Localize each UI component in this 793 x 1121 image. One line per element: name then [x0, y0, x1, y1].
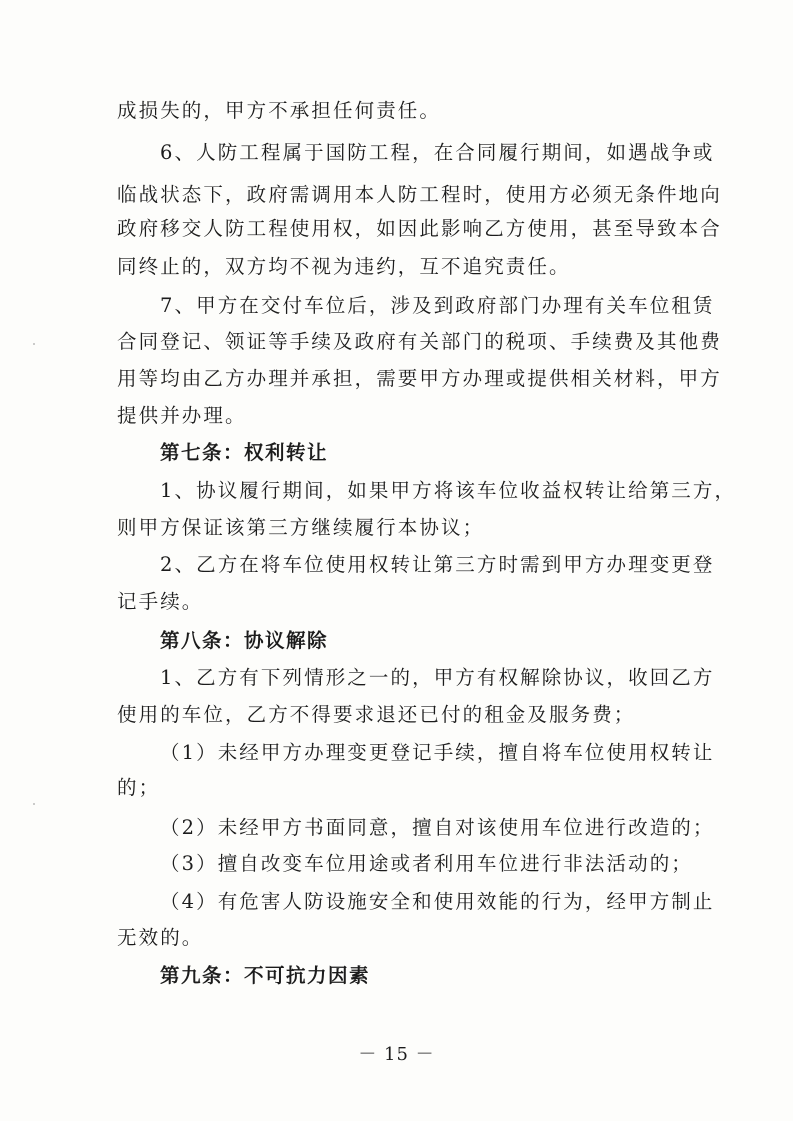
text-line: 1、协议履行期间，如果甲方将该车位收益权转让给第三方， [160, 479, 737, 502]
scan-speck [33, 343, 35, 345]
text-line: 无效的。 [117, 926, 204, 949]
scan-speck [33, 803, 35, 805]
text-line: （2）未经甲方书面同意，擅自对该使用车位进行改造的； [160, 816, 715, 839]
text-line: 合同登记、领证等手续及政府有关部门的税项、手续费及其他费 [117, 330, 722, 353]
section-heading: 第八条：协议解除 [160, 629, 329, 652]
section-heading: 第九条：不可抗力因素 [160, 964, 371, 987]
text-line: 6、人防工程属于国防工程，在合同履行期间，如遇战争或 [160, 141, 715, 164]
text-line: 使用的车位，乙方不得要求退还已付的租金及服务费； [117, 703, 636, 726]
text-line: （1）未经甲方办理变更登记手续，擅自将车位使用权转让 [160, 741, 715, 764]
text-line: 提供并办理。 [117, 404, 247, 427]
text-line: 同终止的，双方均不视为违约，互不追究责任。 [117, 255, 571, 278]
text-line: 临战状态下，政府需调用本人防工程时，使用方必须无条件地向 [117, 183, 722, 206]
text-line: 则甲方保证该第三方继续履行本协议； [117, 516, 485, 539]
section-heading: 第七条：权利转让 [160, 441, 329, 464]
text-line: 用等均由乙方办理并承担，需要甲方办理或提供相关材料，甲方 [117, 367, 722, 390]
text-line: 的； [117, 776, 161, 799]
text-line: 2、乙方在将车位使用权转让第三方时需到甲方办理变更登 [160, 553, 715, 576]
page-number: － 15 － [358, 1044, 435, 1065]
text-line: 成损失的，甲方不承担任何责任。 [117, 99, 442, 122]
text-line: 记手续。 [117, 590, 204, 613]
text-line: 1、乙方有下列情形之一的，甲方有权解除协议，收回乙方 [160, 666, 715, 689]
text-line: 7、甲方在交付车位后，涉及到政府部门办理有关车位租赁 [160, 294, 715, 317]
text-line: 政府移交人防工程使用权，如因此影响乙方使用，甚至导致本合 [117, 217, 722, 240]
text-line: （3）擅自改变车位用途或者利用车位进行非法活动的； [160, 852, 693, 875]
text-line: （4）有危害人防设施安全和使用效能的行为，经甲方制止 [160, 890, 715, 913]
